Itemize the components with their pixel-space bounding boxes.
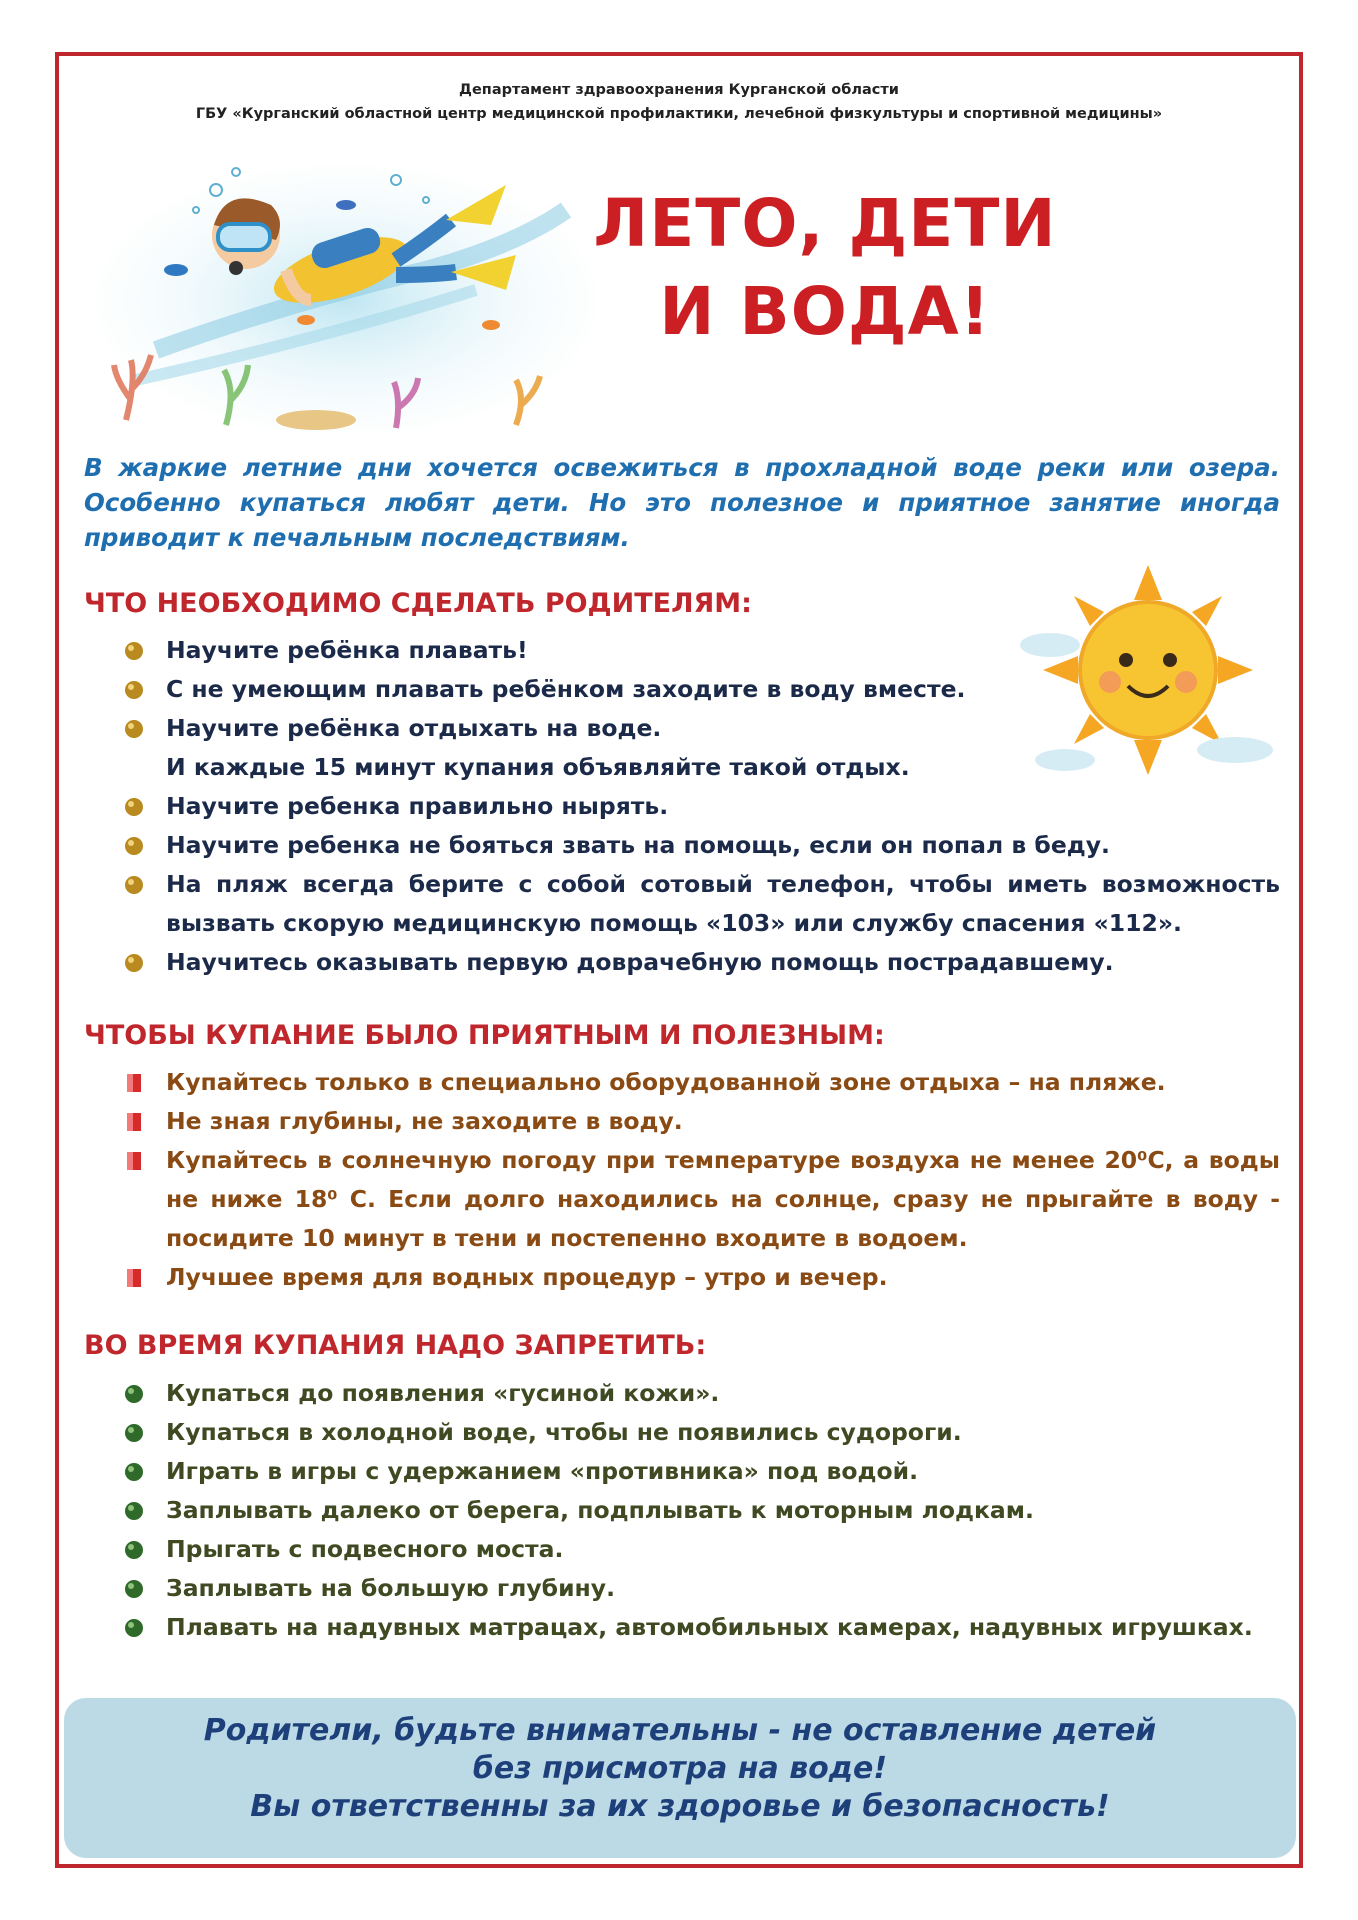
list-item: Заплывать на большую глубину. — [120, 1569, 1280, 1608]
footer-line-1: Родители, будьте внимательны - не оставление детей — [203, 1713, 1157, 1748]
bullet-green-icon — [124, 1423, 144, 1443]
list-item: На пляж всегда берите с собой сотовый телефон, чтобы иметь возможность вызвать скорую медицинскую помощь «103» или службу спасения «112». — [120, 865, 1280, 943]
footer-line-2: без присмотра на воде! — [472, 1751, 888, 1786]
list-item: Научите ребенка правильно нырять. — [120, 787, 1040, 826]
list-item: Лучшее время для водных процедур – утро и вечер. — [120, 1258, 1280, 1297]
list-item: Купайтесь только в специально оборудованной зоне отдыха – на пляже. — [120, 1063, 1280, 1102]
bullet-red-square-icon — [124, 1151, 144, 1171]
section-heading-parents: ЧТО НЕОБХОДИМО СДЕЛАТЬ РОДИТЕЛЯМ: — [84, 588, 752, 619]
org-line-center: ГБУ «Курганский областной центр медицинской профилактики, лечебной физкультуры и спортивной медицины» — [195, 106, 1163, 122]
diver-illustration — [96, 150, 596, 432]
list-item: Заплывать далеко от берега, подплывать к моторным лодкам. — [120, 1491, 1280, 1530]
list-item-continuation: И каждые 15 минут купания объявляйте такой отдых. — [166, 753, 910, 781]
bullet-green-icon — [124, 1462, 144, 1482]
list-item: Научите ребёнка отдыхать на воде. — [120, 709, 1040, 748]
bullet-gold-icon — [124, 836, 144, 856]
bullet-green-icon — [124, 1618, 144, 1638]
list-item: Научите ребенка не бояться звать на помощь, если он попал в беду. — [120, 826, 1280, 865]
bullet-gold-icon — [124, 719, 144, 739]
list-item: Научите ребёнка плавать! — [120, 631, 1040, 670]
parents-list-continued — [120, 826, 1280, 982]
pleasant-list — [120, 1063, 1280, 1297]
list-item: Плавать на надувных матрацах, автомобильных камерах, надувных игрушках. — [120, 1608, 1280, 1647]
section-heading-forbid: ВО ВРЕМЯ КУПАНИЯ НАДО ЗАПРЕТИТЬ: — [84, 1330, 707, 1361]
footer-line-3: Вы ответственны за их здоровье и безопасность! — [250, 1789, 1110, 1824]
bullet-gold-icon — [124, 953, 144, 973]
page-title — [590, 180, 1060, 356]
bullet-green-icon — [124, 1501, 144, 1521]
bullet-gold-icon — [124, 875, 144, 895]
forbid-list — [120, 1374, 1280, 1647]
org-line-department: Департамент здравоохранения Курганской области — [459, 82, 899, 98]
list-item: Научитесь оказывать первую доврачебную помощь пострадавшему. — [120, 943, 1280, 982]
list-item: Прыгать с подвесного моста. — [120, 1530, 1280, 1569]
list-item: Играть в игры с удержанием «противника» под водой. — [120, 1452, 1280, 1491]
title-line-1: ЛЕТО, ДЕТИ — [593, 185, 1057, 262]
sun-illustration — [1010, 560, 1280, 790]
bullet-green-icon — [124, 1540, 144, 1560]
list-item: Купайтесь в солнечную погоду при температуре воздуха не менее 20⁰С, а воды не ниже 18⁰ С. Если долго находились на солнце, сразу не прыгайте в воду - посидите 10 минут в тени и постепенно входите в водоем. — [120, 1141, 1280, 1258]
bullet-red-square-icon — [124, 1112, 144, 1132]
bullet-green-icon — [124, 1384, 144, 1404]
intro-paragraph: В жаркие летние дни хочется освежиться в прохладной воде реки или озера. Особенно купаться любят дети. Но это полезное и приятное занятие иногда приводит к печальным последствиям. — [84, 453, 1280, 552]
parents-list — [120, 631, 1040, 826]
bullet-red-square-icon — [124, 1268, 144, 1288]
section-heading-pleasant: ЧТОБЫ КУПАНИЕ БЫЛО ПРИЯТНЫМ И ПОЛЕЗНЫМ: — [84, 1020, 885, 1051]
bullet-gold-icon — [124, 680, 144, 700]
bullet-gold-icon — [124, 797, 144, 817]
list-item: Купаться до появления «гусиной кожи». — [120, 1374, 1280, 1413]
footer-callout — [64, 1712, 1296, 1826]
title-line-2: И ВОДА! — [659, 273, 991, 350]
list-item: С не умеющим плавать ребёнком заходите в воду вместе. — [120, 670, 1040, 709]
list-item: Не зная глубины, не заходите в воду. — [120, 1102, 1280, 1141]
bullet-red-square-icon — [124, 1073, 144, 1093]
bullet-gold-icon — [124, 641, 144, 661]
list-item: Купаться в холодной воде, чтобы не появились судороги. — [120, 1413, 1280, 1452]
bullet-green-icon — [124, 1579, 144, 1599]
